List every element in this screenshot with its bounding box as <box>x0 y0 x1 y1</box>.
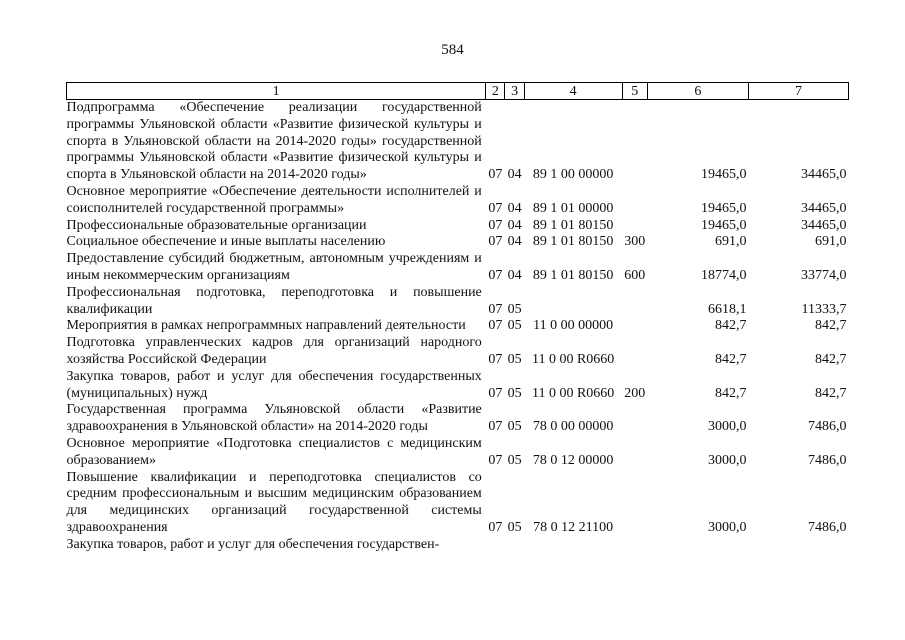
table-row <box>67 234 849 251</box>
row-target-article-cell: 78 0 12 00000 <box>532 452 614 468</box>
row-amount-1-cell: 691,0 <box>714 234 747 250</box>
row-amount-1-cell: 842,7 <box>714 351 747 367</box>
row-expense-type-cell <box>622 184 647 218</box>
row-amount-1-cell <box>647 537 748 554</box>
row-expense-type-cell <box>622 537 647 554</box>
row-amount-2-cell: 842,7 <box>815 318 847 334</box>
row-target-article-cell: 78 0 12 21100 <box>533 519 614 535</box>
row-subsection-cell: 05 <box>507 351 522 367</box>
row-amount-2-cell: 34465,0 <box>801 217 847 233</box>
row-name-cell: Профессиональные образовательные организации <box>66 217 367 233</box>
row-section-cell <box>486 537 505 554</box>
row-amount-2-cell <box>748 537 848 554</box>
row-expense-type-cell <box>622 335 647 369</box>
row-target-article-cell: 78 0 00 00000 <box>532 419 614 435</box>
row-amount-1-cell: 842,7 <box>714 385 747 401</box>
row-expense-type-cell: 200 <box>624 385 646 401</box>
row-amount-1-cell: 18774,0 <box>700 267 747 283</box>
row-section-cell: 07 <box>488 351 503 367</box>
table-header-row <box>67 83 849 100</box>
row-target-article-cell: 89 1 01 80150 <box>532 267 614 283</box>
row-section-cell: 07 <box>488 267 503 283</box>
table-row <box>67 100 849 184</box>
row-target-article-cell: 89 1 01 00000 <box>532 200 614 216</box>
table-row <box>67 537 849 554</box>
column-header-name: 1 <box>67 83 486 100</box>
row-subsection-cell: 04 <box>507 167 522 183</box>
table-row <box>67 184 849 218</box>
row-subsection-cell: 04 <box>507 200 522 216</box>
column-header-expense-type: 5 <box>622 83 647 100</box>
table-row <box>67 218 849 235</box>
row-amount-1-cell: 3000,0 <box>707 419 747 435</box>
row-expense-type-cell <box>622 318 647 335</box>
row-subsection-cell: 04 <box>507 217 522 233</box>
row-target-article-cell <box>524 537 622 554</box>
row-amount-1-cell: 6618,1 <box>707 301 747 317</box>
row-target-article-cell: 89 1 01 80150 <box>532 234 614 250</box>
row-name-cell: Основное мероприятие «Подготовка специалистов с медицинским образованием» <box>66 435 482 468</box>
row-section-cell: 07 <box>488 234 503 250</box>
row-expense-type-cell <box>622 402 647 436</box>
row-expense-type-cell <box>622 285 647 319</box>
row-amount-2-cell: 7486,0 <box>808 419 847 435</box>
table-row <box>67 318 849 335</box>
row-expense-type-cell <box>622 470 647 537</box>
row-amount-1-cell: 3000,0 <box>707 519 747 535</box>
row-expense-type-cell <box>622 436 647 470</box>
row-amount-2-cell: 34465,0 <box>801 200 847 216</box>
row-amount-1-cell: 19465,0 <box>700 217 747 233</box>
row-target-article-cell: 11 0 00 R0660 <box>531 385 615 401</box>
row-section-cell: 07 <box>488 419 503 435</box>
row-section-cell: 07 <box>488 452 503 468</box>
row-name-cell: Социальное обеспечение и иные выплаты населению <box>66 234 386 250</box>
table-row <box>67 335 849 369</box>
row-amount-2-cell: 7486,0 <box>808 452 847 468</box>
row-section-cell: 07 <box>488 217 503 233</box>
row-section-cell: 07 <box>488 301 503 317</box>
row-name-cell: Основное мероприятие «Обеспечение деятельности исполнителей и соисполнителей государственной программы» <box>66 183 482 216</box>
row-name-cell: Подготовка управленческих кадров для организаций народного хозяйства Российской Федерации <box>66 335 482 367</box>
row-section-cell: 07 <box>488 318 503 334</box>
column-header-amount-1: 6 <box>647 83 748 100</box>
row-name-cell: Закупка товаров, работ и услуг для обеспечения государствен- <box>66 536 440 552</box>
column-header-subsection: 3 <box>505 83 524 100</box>
row-target-article-cell: 89 1 01 80150 <box>532 217 614 233</box>
row-amount-2-cell: 842,7 <box>815 351 847 367</box>
table-row <box>67 402 849 436</box>
column-header-section: 2 <box>486 83 505 100</box>
row-target-article-cell: 11 0 00 R0660 <box>531 351 615 367</box>
row-expense-type-cell <box>622 100 647 184</box>
row-section-cell: 07 <box>488 385 503 401</box>
row-subsection-cell: 05 <box>507 452 522 468</box>
row-name-cell: Закупка товаров, работ и услуг для обеспечения государственных (муниципальных) нужд <box>66 368 482 401</box>
table-row <box>67 369 849 403</box>
row-amount-1-cell: 3000,0 <box>707 452 747 468</box>
row-expense-type-cell: 600 <box>624 267 646 283</box>
row-amount-2-cell: 11333,7 <box>801 301 847 317</box>
table-row <box>67 285 849 319</box>
budget-table <box>66 82 849 554</box>
row-expense-type-cell <box>622 218 647 235</box>
row-section-cell: 07 <box>488 519 503 535</box>
row-subsection-cell: 05 <box>507 318 522 334</box>
row-amount-2-cell: 33774,0 <box>801 267 847 283</box>
row-subsection-cell: 05 <box>507 385 522 401</box>
row-target-article-cell <box>524 285 622 319</box>
row-subsection-cell: 04 <box>507 234 522 250</box>
row-section-cell: 07 <box>488 167 503 183</box>
column-header-target-article: 4 <box>524 83 622 100</box>
row-amount-2-cell: 7486,0 <box>808 519 847 535</box>
row-name-cell: Государственная программа Ульяновской области «Развитие здравоохранения в Ульяновской области» на 2014-2020 годы <box>66 402 482 435</box>
table-row <box>67 436 849 470</box>
row-subsection-cell: 05 <box>507 519 522 535</box>
row-subsection-cell: 05 <box>507 419 522 435</box>
row-target-article-cell: 89 1 00 00000 <box>532 167 614 183</box>
row-name-cell: Подпрограмма «Обеспечение реализации государственной программы Ульяновской области «Развитие физической культуры и спорта в Ульяновской области на 2014-2020 годы» государственной программы Ульяновской области «Развитие физической культуры и спорта в Ульяновской области на 2014-2020 годы» <box>66 100 482 183</box>
row-section-cell: 07 <box>488 200 503 216</box>
column-header-amount-2: 7 <box>748 83 848 100</box>
row-name-cell: Мероприятия в рамках непрограммных направлений деятельности <box>66 318 466 334</box>
row-name-cell: Профессиональная подготовка, переподготовка и повышение квалификации <box>66 284 482 317</box>
table-row <box>67 470 849 537</box>
table-row <box>67 251 849 285</box>
row-amount-2-cell: 34465,0 <box>801 167 847 183</box>
row-target-article-cell: 11 0 00 00000 <box>533 318 614 334</box>
page-number: 584 <box>441 42 464 58</box>
row-subsection-cell <box>505 537 524 554</box>
row-name-cell: Повышение квалификации и переподготовка специалистов со средним профессиональным и высшим медицинским образованием для медицинских организаций государственной системы здравоохранения <box>66 469 482 535</box>
row-amount-1-cell: 19465,0 <box>700 200 747 216</box>
row-subsection-cell: 05 <box>507 301 522 317</box>
row-amount-1-cell: 842,7 <box>714 318 747 334</box>
row-amount-1-cell: 19465,0 <box>700 167 747 183</box>
row-name-cell: Предоставление субсидий бюджетным, автономным учреждениям и иным некоммерческим организациям <box>66 251 482 283</box>
row-subsection-cell: 04 <box>507 267 522 283</box>
row-amount-2-cell: 691,0 <box>815 234 847 250</box>
row-expense-type-cell: 300 <box>624 234 646 250</box>
row-amount-2-cell: 842,7 <box>815 385 847 401</box>
